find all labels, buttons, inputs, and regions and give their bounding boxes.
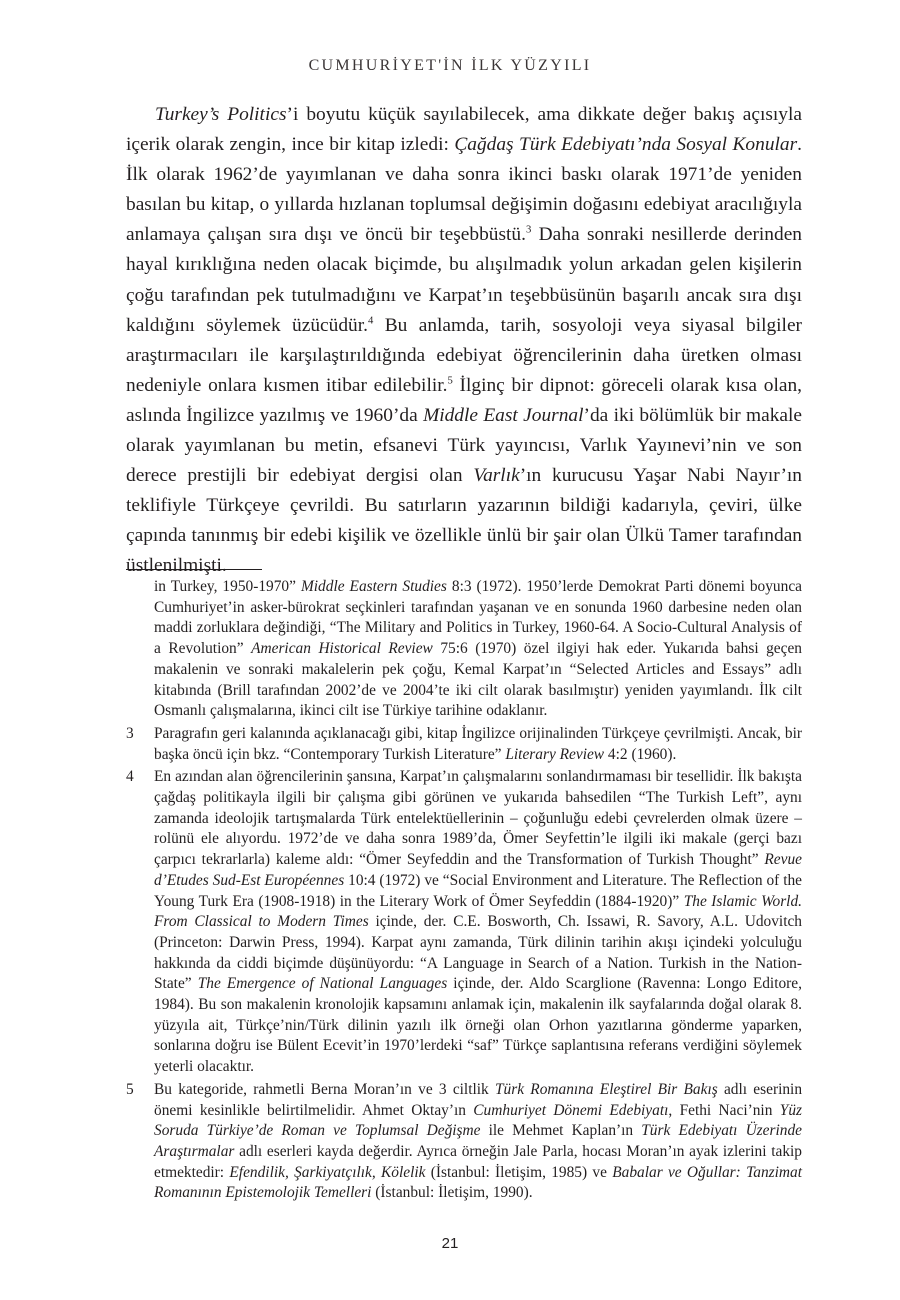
footnote-divider	[126, 569, 262, 570]
page-number: 21	[441, 1235, 459, 1252]
book-title-turkeys-politics: Turkey’s Politics	[155, 104, 287, 125]
footnote-4: 4 En azından alan öğrencilerinin şansına, Karpat’ın çalışmalarını sonlandırmaması bir tesellidir. İlk bakışta çağdaş politikayla ilgili bir çalışma gibi görünen ve yukarıda bahsedilen “The Turkish Left”, aynı zamanda ideolojik tartışmalarda Türk entelektüellerinin – çoğunluğu edebi çevrelerden olmak üzere – rolünü ele alıyordu. 1972’de ve daha sonra 1989’da, Ömer Seyfettin’le ilgili iki makale (gerçi bazı çarpıcı tekrarlarla) kaleme aldı: “Ömer Seyfeddin and the Transformation of Turkish Thought” Revue d’Etudes Sud-Est Européennes 10:4 (1972) ve “Social Environment and Literature. The Reflection of the Young Turk Era (1908-1918) in the Literary Work of Ömer Seyfeddin (1884-1920)” The Islamic World. From Classical to Modern Times içinde, der. C.E. Bosworth, Ch. Issawi, R. Savory, A.L. Udovitch (Princeton: Darwin Press, 1994). Karpat aynı zamanda, Türk dilinin tarihin akışı içindeki yolculuğu hakkında da ciddi biçimde düşünüyordu: “A Language in Search of a Nation. Turkish in the Nation-State” The Emergence of National Languages içinde, der. Aldo Scarglione (Ravenna: Longo Editore, 1984). Bu son makalenin kronolojik kapsamını anlamak için, makalenin ilk sayfalarında doğal olarak 8. yüzyıla ait, Türkçe’nin/Türk dilinin yazılı ilk örneği olan Orhon yazıtlarına gönderme yaparken, sonlarına doğru ise Bülent Ecevit’in 1970’lerdeki “saf” Türkçe saplantısına referans verdiğini söylemek yeterli olacaktır.	[126, 767, 802, 1078]
footnotes	[126, 577, 802, 1206]
body-paragraph: Turkey’s Politics’i boyutu küçük sayılabilecek, ama dikkate değer bakış açısıyla içerik olarak zengin, ince bir kitap izledi: Çağdaş Türk Edebiyatı’nda Sosyal Konular. İlk olarak 1962’de yayımlanan ve daha sonra ikinci baskı olarak 1971’de yeniden basılan bu kitap, o yıllarda hızlanan toplumsal değişimin doğasını edebiyat aracılığıyla anlamaya çalışan sıra dışı ve öncü bir teşebbüstü.$^3$ Daha sonraki nesillerde derinden hayal kırıklığına neden olacak biçimde, bu alışılmadık yolun arkadan gelen kişilerin çoğu tarafından pek tutulmadığını ve Karpat’ın teşebbüsünün başarılı ancak sıra dışı kaldığını söylemek üzücüdür.$^4$ Bu anlamda, tarih, sosyoloji veya siyasal bilgiler araştırmacıları ile karşılaştırıldığında edebiyat öğrencilerinin daha üretken olması nedeniyle onlara kısmen itibar edilebilir.$^5$ İlginç bir dipnot: göreceli olarak kısa olan, aslında İngilizce yazılmış ve 1960’da Middle East Journal’da iki bölümlük bir makale olarak yayımlanan bu metin, efsanevi Türk yayıncısı, Varlık Yayınevi’nin ve son derece prestijli bir edebiyat dergisi olan Varlık’ın kurucusu Yaşar Nabi Nayır’ın teklifiyle Türkçeye çevrildi. Bu satırların yazarının bildiği kadarıyla, çeviri, ülke çapında tanınmış bir edebi kişilik ve özellikle ünlü bir şair olan Ülkü Tamer tarafından üstlenilmişti.	[126, 104, 803, 577]
footnote-3: 3 Paragrafın geri kalanında açıklanacağı gibi, kitap İngilizce orijinalinden Türkçeye çevrilmişti. Ancak, bir başka öncü için bkz. “Contemporary Turkish Literature” Literary Review 4:2 (1960).	[126, 724, 802, 765]
footnote-number: 3	[126, 724, 134, 742]
footnote-ref-3: 3	[525, 223, 532, 236]
running-head: CUMHURİYET'İN İLK YÜZYILI	[308, 57, 592, 74]
book-title-cagdas: Çağdaş Türk Edebiyatı’nda Sosyal Konular	[454, 134, 798, 156]
footnote-number: 4	[126, 768, 134, 786]
magazine-title: Varlık	[473, 465, 520, 487]
footnote-ref-5: 5	[447, 374, 453, 387]
footnote-continued: in Turkey, 1950-1970” Middle Eastern Studies 8:3 (1972). 1950’lerde Demokrat Parti dönemi boyunca Cumhuriyet’in asker-bürokrat seçkinleri tarafından yaşanan ve en sonunda 1960 darbesine neden olan maddi zorluklara değindiği, “The Military and Politics in Turkey, 1960-64. A Socio-Cultural Analysis of a Revolution” American Historical Review 75:6 (1970) özel ilgiyi hak eder. Yukarıda bahsi geçen makalenin ve sonraki makalelerin pek çoğu, Kemal Karpat’ın “Selected Articles and Essays” adlı kitabında (Brill tarafından 2002’de ve 2004’te iki cilt olarak basılmıştır) yeniden yayımlandı. İlk cilt Osmanlı çalışmalarına, ikinci cilt ise Türkiye tarihine odaklanır.	[154, 578, 802, 720]
body-text	[126, 100, 802, 582]
footnote-5: 5 Bu kategoride, rahmetli Berna Moran’ın ve 3 ciltlik Türk Romanına Eleştirel Bir Bakış adlı eserinin önemi kesinlikle belirtilmelidir. Ahmet Oktay’ın Cumhuriyet Dönemi Edebiyatı, Fethi Naci’nin Yüz Soruda Türkiye’de Roman ve Toplumsal Değişme ile Mehmet Kaplan’ın Türk Edebiyatı Üzerinde Araştırmalar adlı eserleri kayda değerdir. Ayrıca örneğin Jale Parla, hocası Moran’ın ayak izlerini takip etmektedir: Efendilik, Şarkiyatçılık, Kölelik (İstanbul: İletişim, 1985) ve Babalar ve Oğullar: Tanzimat Romanının Epistemolojik Temelleri (İstanbul: İletişim, 1990).	[126, 1080, 802, 1204]
footnote-number: 5	[126, 1080, 134, 1098]
footnote-ref-4: 4	[367, 314, 374, 327]
journal-title: Middle East Journal	[423, 404, 584, 426]
